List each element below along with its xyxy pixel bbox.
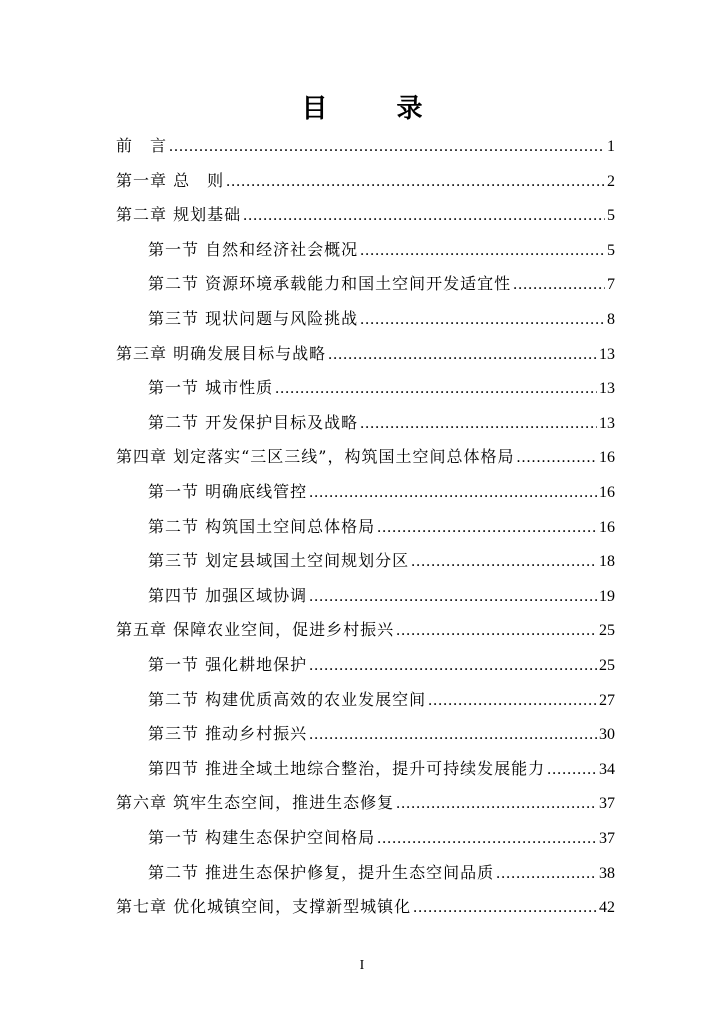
toc-entry-page: 30 xyxy=(599,726,615,744)
toc-entry[interactable] xyxy=(116,445,615,469)
toc-entry-page: 18 xyxy=(599,553,615,571)
toc-leader-dots xyxy=(413,896,597,920)
toc-entry-page: 42 xyxy=(599,899,615,917)
toc-entry-label: 第二节 构筑国土空间总体格局 xyxy=(148,516,376,536)
toc-entry-label: 前 言 xyxy=(116,136,168,155)
toc-leader-dots xyxy=(309,481,597,505)
toc-entry[interactable] xyxy=(148,722,615,746)
toc-entry[interactable] xyxy=(148,653,615,677)
toc-entry[interactable] xyxy=(148,376,615,400)
toc-entry[interactable] xyxy=(148,411,615,435)
toc-entry[interactable] xyxy=(116,895,615,919)
toc-entry[interactable] xyxy=(116,342,615,366)
toc-entry-page: 34 xyxy=(599,760,615,778)
toc-leader-dots xyxy=(360,239,605,263)
toc-leader-dots xyxy=(360,308,605,332)
toc-leader-dots xyxy=(275,377,597,401)
toc-entry-page: 13 xyxy=(599,345,615,363)
toc-entry-page: 25 xyxy=(599,622,615,640)
toc-entry-page: 25 xyxy=(599,657,615,674)
toc-entry-label: 第一节 明确底线管控 xyxy=(148,482,308,501)
toc-leader-dots xyxy=(496,862,597,886)
toc-leader-dots xyxy=(309,585,597,609)
toc-leader-dots xyxy=(377,516,597,540)
toc-leader-dots xyxy=(396,792,597,816)
toc-leader-dots xyxy=(396,619,597,643)
toc-entry[interactable] xyxy=(148,861,615,885)
toc-entry-page: 5 xyxy=(607,241,615,259)
toc-leader-dots xyxy=(428,689,597,713)
toc-entry[interactable] xyxy=(116,791,615,815)
toc-entry-page: 38 xyxy=(599,864,615,882)
toc-entry-label: 第六章 筑牢生态空间，推进生态修复 xyxy=(116,793,395,813)
toc-entry-page: 7 xyxy=(607,276,615,294)
toc-entry-page: 1 xyxy=(607,138,615,155)
toc-leader-dots xyxy=(226,170,605,194)
toc-leader-dots xyxy=(513,273,605,297)
toc-entry-label: 第一章 总 则 xyxy=(116,170,225,190)
toc-title: 目 录 xyxy=(301,94,453,124)
toc-leader-dots xyxy=(309,723,597,747)
toc-entry[interactable] xyxy=(116,618,615,642)
toc-leader-dots xyxy=(360,412,597,436)
toc-entry-label: 第三节 推动乡村振兴 xyxy=(148,724,308,744)
toc-entry-label: 第二节 资源环境承载能力和国土空间开发适宜性 xyxy=(148,274,512,294)
toc-entry-label: 第一节 自然和经济社会概况 xyxy=(148,239,359,259)
toc-entry[interactable] xyxy=(148,688,615,712)
toc-entry-page: 27 xyxy=(599,691,615,709)
toc-entry-label: 第二节 开发保护目标及战略 xyxy=(148,412,359,432)
toc-entry-page: 13 xyxy=(599,414,615,432)
toc-entry-label: 第三节 现状问题与风险挑战 xyxy=(148,309,359,328)
toc-entry-page: 5 xyxy=(607,207,615,225)
toc-leader-dots xyxy=(309,654,597,678)
toc-entry[interactable] xyxy=(116,203,615,227)
toc-entry[interactable] xyxy=(148,757,615,781)
toc-entry-label: 第二节 构建优质高效的农业发展空间 xyxy=(148,689,427,709)
toc-entry-page: 16 xyxy=(599,449,615,467)
toc-entry-label: 第四章 划定落实“三区三线”，构筑国土空间总体格局 xyxy=(116,447,515,467)
toc-entry[interactable] xyxy=(148,480,615,504)
toc-entry-page: 16 xyxy=(599,518,615,536)
toc-entry-label: 第七章 优化城镇空间，支撑新型城镇化 xyxy=(116,897,412,917)
toc-entry-label: 第一节 城市性质 xyxy=(148,378,274,398)
toc-entry[interactable] xyxy=(148,238,615,262)
toc-entry[interactable] xyxy=(148,307,615,331)
toc-entry[interactable] xyxy=(148,826,615,850)
toc-entry-label: 第二章 规划基础 xyxy=(116,205,242,225)
toc-entry-page: 16 xyxy=(599,484,615,501)
toc-leader-dots xyxy=(169,135,605,159)
toc-entry[interactable] xyxy=(116,169,615,193)
toc-leader-dots xyxy=(243,204,605,228)
toc-leader-dots xyxy=(328,343,597,367)
toc-leader-dots xyxy=(377,827,597,851)
toc-entry-label: 第四节 推进全域土地综合整治，提升可持续发展能力 xyxy=(148,758,546,778)
toc-entry-label: 第二节 推进生态保护修复，提升生态空间品质 xyxy=(148,862,495,882)
toc-entry-label: 第四节 加强区域协调 xyxy=(148,585,308,605)
page-number: I xyxy=(359,958,365,973)
toc-entry-page: 19 xyxy=(599,587,615,605)
toc-entry[interactable] xyxy=(148,515,615,539)
toc-entry-label: 第五章 保障农业空间，促进乡村振兴 xyxy=(116,620,395,640)
toc-leader-dots xyxy=(547,758,597,782)
toc-entry-label: 第三节 划定县域国土空间规划分区 xyxy=(148,551,410,571)
toc-entry[interactable] xyxy=(148,549,615,573)
toc-entry-page: 8 xyxy=(607,311,615,328)
toc-entry[interactable] xyxy=(148,272,615,296)
toc-entry-page: 37 xyxy=(599,830,615,847)
toc-entry-label: 第一节 强化耕地保护 xyxy=(148,655,308,674)
toc-entry[interactable] xyxy=(116,134,615,158)
toc-entry[interactable] xyxy=(148,584,615,608)
toc-entry-page: 37 xyxy=(599,795,615,813)
toc-entry-page: 2 xyxy=(607,172,615,190)
toc-entry-label: 第一节 构建生态保护空间格局 xyxy=(148,828,376,847)
toc-leader-dots xyxy=(411,550,597,574)
toc-leader-dots xyxy=(516,446,597,470)
toc-entry-label: 第三章 明确发展目标与战略 xyxy=(116,343,327,363)
toc-entry-page: 13 xyxy=(599,380,615,398)
